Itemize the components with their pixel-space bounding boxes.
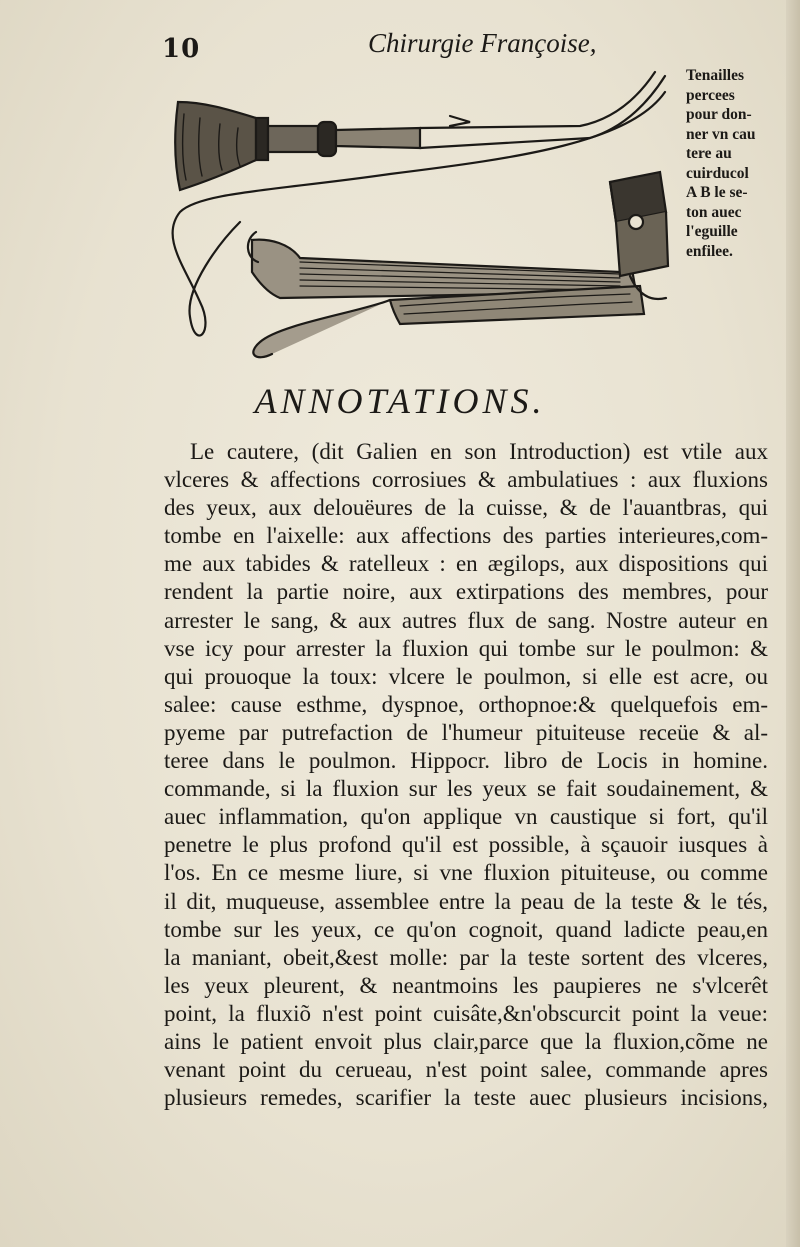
text-line: commande, si la fluxion sur les yeux se fait soudainement, &	[164, 776, 768, 802]
text-line: vse icy pour arrester la fluxion qui tombe sur le poulmon: &	[164, 635, 768, 661]
text-line: pyeme par putrefaction de l'humeur pituiteuse receüe & al-	[164, 719, 768, 745]
caption-line: l'eguille	[686, 223, 738, 240]
text-line: point, la fluxiõ n'est point cuisâte,&n'obscurcit point la veue:	[164, 1000, 768, 1026]
text-line: penetre le plus profond qu'il est possible, à sçauoir iusques à	[164, 832, 768, 858]
text-line: auec inflammation, qu'on applique vn caustique si fort, qu'il	[164, 804, 768, 830]
section-heading: ANNOTATIONS.	[254, 381, 546, 421]
text-line: plusieurs remedes, scarifier la teste auec plusieurs incisions,	[164, 1085, 768, 1111]
text-line: qui prouoque la toux: vlcere le poulmon, si elle est acre, ou	[164, 663, 768, 689]
text-line: ains le patient envoit plus clair,parce que la fluxion,cõme ne	[164, 1028, 768, 1054]
text-line: il dit, muqueuse, assemblee entre la peau de la teste & le tés,	[164, 888, 768, 914]
text-line: tombe sur les yeux, ce qu'on cognoit, quand ladicte peau,en	[164, 916, 768, 942]
text-line: l'os. En ce mesme liure, si vne fluxion pituiteuse, ou comme	[164, 860, 768, 886]
text-line: rendent la partie noire, aux extirpations des membres, pour	[164, 579, 768, 605]
text-line: Le cautere, (dit Galien en son Introduction) est vtile aux	[190, 439, 768, 464]
page-edge	[786, 0, 800, 1247]
caption-line: pour don-	[686, 106, 752, 123]
caption-line: cuirducol	[686, 164, 749, 182]
pincers-illustration	[160, 62, 678, 362]
text-line: vlceres & affections corrosiues & ambulatiues : aux fluxions	[164, 467, 768, 493]
text-line: salee: cause esthme, dyspnoe, orthopnoe:& quelquefois em-	[164, 691, 768, 717]
caption-line: A B le se-	[686, 184, 748, 201]
page-number: 10	[162, 34, 201, 64]
running-title: Chirurgie Françoise,	[368, 28, 597, 58]
annotation-text	[164, 438, 768, 1112]
text-line: les yeux pleurent, & neantmoins les paupieres ne s'vlcerêt	[164, 972, 768, 998]
caption-line: Tenailles	[686, 67, 744, 84]
caption-line: enfilee.	[686, 242, 733, 260]
caption-line: tere au	[686, 145, 732, 162]
caption-line: ner vn cau	[686, 125, 756, 143]
text-line: me aux tabides & ratelleux : en ægilops, aux dispositions qui	[164, 551, 768, 577]
text-line: des yeux, aux delouëures de la cuisse, & de l'auantbras, qui	[164, 495, 768, 521]
text-line: arrester le sang, & aux autres flux de sang. Nostre auteur en	[164, 607, 768, 633]
text-line: venant point du cerueau, n'est point salee, commande apres	[164, 1057, 768, 1083]
caption-line: ton auec	[686, 203, 742, 221]
text-line: teree dans le poulmon. Hippocr. libro de Locis in homine.	[164, 748, 768, 774]
figure-caption	[686, 66, 786, 261]
caption-line: percees	[686, 86, 735, 104]
text-line: tombe en l'aixelle: aux affections des parties interieures,com-	[164, 523, 768, 549]
text-line: la maniant, obeit,&est molle: par la teste sortent des vlceres,	[164, 944, 768, 970]
